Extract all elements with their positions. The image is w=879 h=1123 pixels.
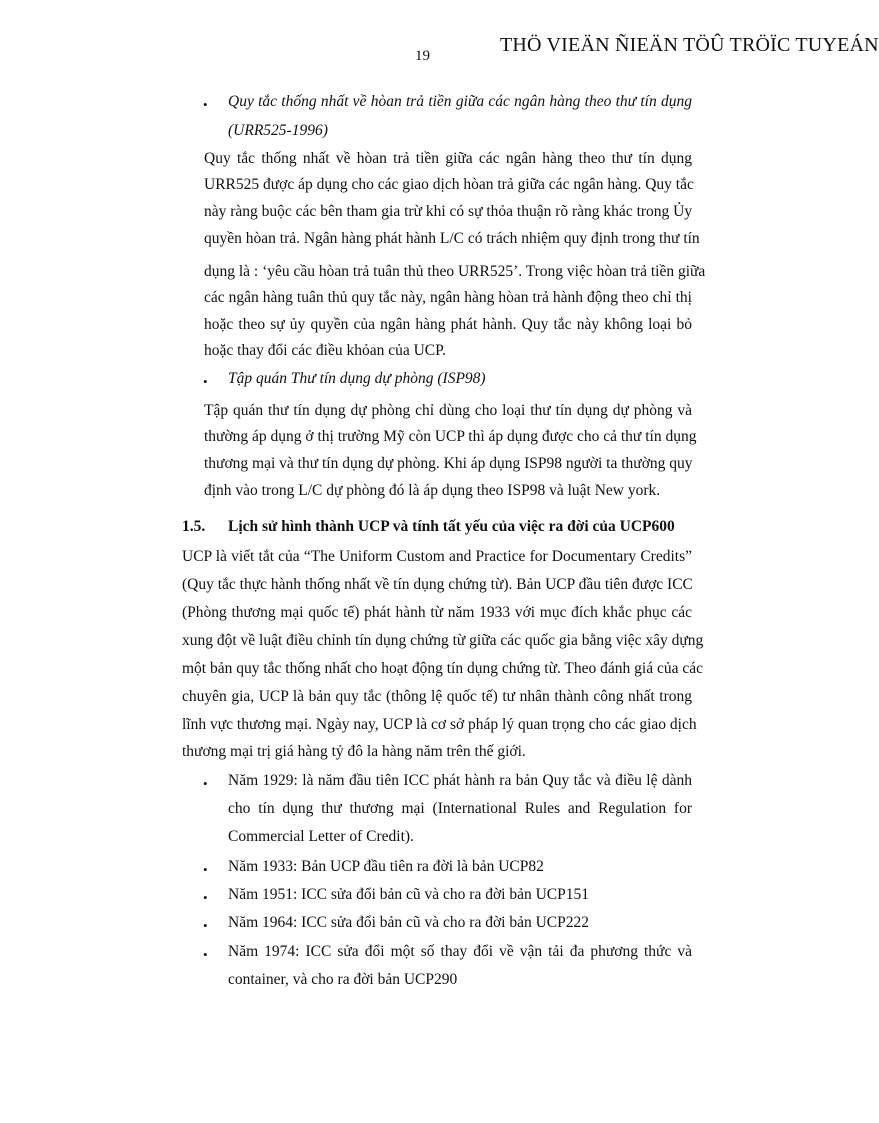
- history-paragraph-line: xung đột về luật điều chỉnh tín dụng chứng từ giữa các quốc gia bằng việc xây dựng: [182, 632, 704, 649]
- timeline-1929-line: Năm 1929: là năm đầu tiên ICC phát hành ra bản Quy tắc và điều lệ dành: [228, 772, 692, 789]
- bullet-icon: •: [203, 918, 208, 933]
- timeline-1974-line: Năm 1974: ICC sửa đổi một số thay đổi về vận tải đa phương thức và: [228, 943, 692, 960]
- history-paragraph-line: (Quy tắc thực hành thống nhất về tín dụng chứng từ). Bản UCP đầu tiên được ICC: [182, 576, 693, 593]
- bullet-icon: •: [203, 947, 208, 962]
- isp-paragraph-line: thường áp dụng ở thị trường Mỹ còn UCP thì áp dụng được cho cả thư tín dụng: [204, 428, 697, 445]
- urr-paragraph-line: hoặc theo sự ủy quyền của ngân hàng phát hành. Quy tắc này không loại bỏ: [204, 316, 692, 333]
- urr-paragraph-line: dụng là : ‘yêu cầu hòan trả tuân thủ theo URR525’. Trong việc hòan trả tiền giữa: [204, 263, 706, 280]
- urr-paragraph-line: URR525 được áp dụng cho các giao dịch hòan trả giữa các ngân hàng. Quy tắc: [204, 176, 694, 193]
- history-paragraph-line: chuyên gia, UCP là bản quy tắc (thông lệ quốc tế) tư nhân thành công nhất trong: [182, 688, 692, 705]
- timeline-1929-line: cho tín dụng thư thương mại (International Rules and Regulation for: [228, 800, 692, 817]
- urr-paragraph-line: quyền hòan trả. Ngân hàng phát hành L/C có trách nhiệm quy định trong thư tín: [204, 230, 700, 247]
- urr-paragraph-line: các ngân hàng tuân thủ quy tắc này, ngân hàng hòan trả hành động theo chỉ thị: [204, 289, 692, 306]
- urr-title-line-2: (URR525-1996): [228, 122, 328, 139]
- history-paragraph-line: (Phòng thương mại quốc tế) phát hành từ năm 1933 với mục đích khắc phục các: [182, 604, 692, 621]
- section-number: 1.5.: [182, 518, 206, 535]
- timeline-1964: Năm 1964: ICC sửa đổi bản cũ và cho ra đời bản UCP222: [228, 914, 589, 931]
- urr-paragraph-line: này ràng buộc các bên tham gia trừ khi có sự thỏa thuận rõ ràng khác trong Ủy: [204, 203, 693, 220]
- timeline-1933: Năm 1933: Bản UCP đầu tiên ra đời là bản UCP82: [228, 858, 544, 875]
- bullet-icon: •: [203, 862, 208, 877]
- bullet-icon: •: [203, 776, 208, 791]
- history-paragraph-line: UCP là viết tắt của “The Uniform Custom and Practice for Documentary Credits”: [182, 548, 692, 565]
- urr-paragraph-line: hoặc thay đổi các điều khỏan của UCP.: [204, 342, 446, 359]
- watermark-title: THÖ VIEÄN ÑIEÄN TÖÛ TRÖÏC TUYEÁN: [500, 34, 879, 56]
- bullet-icon: •: [203, 97, 208, 112]
- urr-title-line-1: Quy tắc thống nhất về hòan trả tiền giữa các ngân hàng theo thư tín dụng: [228, 93, 692, 110]
- timeline-1951: Năm 1951: ICC sửa đổi bản cũ và cho ra đời bản UCP151: [228, 886, 589, 903]
- timeline-1974-line: container, và cho ra đời bản UCP290: [228, 971, 458, 988]
- urr-paragraph-line: Quy tắc thống nhất về hòan trả tiền giữa các ngân hàng theo thư tín dụng: [204, 150, 692, 167]
- bullet-icon: •: [203, 890, 208, 905]
- timeline-1929-line: Commercial Letter of Credit).: [228, 828, 414, 845]
- history-paragraph-line: thương mại trị giá hàng tỷ đô la hàng năm trên thế giới.: [182, 743, 526, 760]
- isp-paragraph-line: Tập quán thư tín dụng dự phòng chỉ dùng cho loại thư tín dụng dự phòng và: [204, 402, 692, 419]
- history-paragraph-line: lĩnh vực thương mại. Ngày nay, UCP là cơ sở pháp lý quan trọng cho các giao dịch: [182, 716, 697, 733]
- section-heading: Lịch sử hình thành UCP và tính tất yếu của việc ra đời của UCP600: [228, 518, 675, 535]
- isp-title: Tập quán Thư tín dụng dự phòng (ISP98): [228, 370, 486, 387]
- history-paragraph-line: một bản quy tắc thống nhất cho hoạt động tín dụng chứng từ. Theo đánh giá của các: [182, 660, 703, 677]
- isp-paragraph-line: thương mại và thư tín dụng dự phòng. Khi áp dụng ISP98 người ta thường quy: [204, 455, 693, 472]
- isp-paragraph-line: định vào trong L/C dự phòng đó là áp dụng theo ISP98 và luật New york.: [204, 482, 661, 499]
- bullet-icon: •: [203, 374, 208, 389]
- page-number: 19: [415, 48, 430, 64]
